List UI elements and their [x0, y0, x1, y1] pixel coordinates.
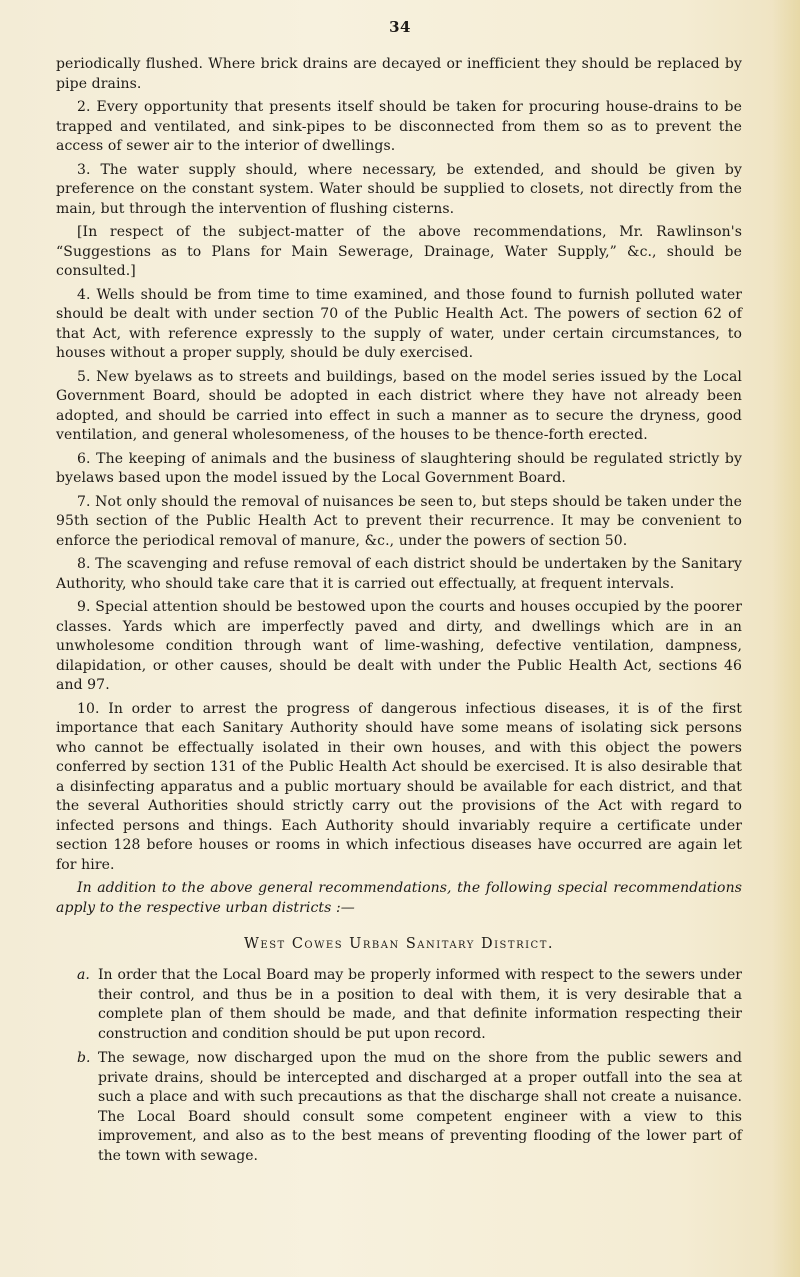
paragraph-continuation: periodically flushed. Where brick drains are decayed or inefficient they should be replaced by pipe drains.	[56, 56, 742, 92]
paragraph-8: 8. The scavenging and refuse removal of each district should be undertaken by the Sanitary Authority, who should take care that it is carried out effectually, at frequent intervals.	[56, 556, 742, 592]
district-item-a	[77, 966, 742, 1044]
paragraph-rawlinson-note: [In respect of the subject-matter of the above recommendations, Mr. Rawlinson's “Suggestions as to Plans for Main Sewerage, Drainage, Water Supply,” &c., should be consulted.]	[56, 224, 742, 279]
paragraph-4: 4. Wells should be from time to time examined, and those found to furnish polluted water should be dealt with under section 70 of the Public Health Act. The powers of section 62 of that Act, with reference expressly to the supply of water, under certain circumstances, to houses without a proper supply, should be duly exercised.	[56, 286, 742, 361]
district-item-b	[77, 1049, 742, 1166]
paragraph-2: 2. Every opportunity that presents itself should be taken for procuring house-drains to be trapped and ventilated, and sink-pipes to be disconnected from them so as to prevent the access of sewer air to the interior of dwellings.	[56, 99, 742, 154]
item-text: The sewage, now discharged upon the mud on the shore from the public sewers and private drains, should be intercepted and discharged at a proper outfall into the sea at such a place and with such precautions as that the discharge shall not create a nuisance. The Local Board should consult some competent engineer with a view to this improvement, and also as to the best means of preventing flooding of the lower part of the town with sewage.	[98, 1050, 742, 1164]
page-number: 34	[389, 18, 411, 36]
paragraph-3: 3. The water supply should, where necessary, be extended, and should be given by preference on the constant system. Water should be supplied to closets, not directly from the main, but through the intervention of flushing cisterns.	[56, 161, 742, 217]
page-edge-shading	[772, 0, 800, 1277]
special-recommendations-intro: In addition to the above general recommendations, the following special recommendations apply to the respective urban districts :—	[56, 880, 742, 916]
paragraph-10: 10. In order to arrest the progress of dangerous infectious diseases, it is of the first importance that each Sanitary Authority should have some means of isolating sick persons who cannot be effectually isolated in their own houses, and with this object the powers conferred by section 131 of the Public Health Act should be exercised. It is also desirable that a disinfecting apparatus and a public mortuary should be available for each district, and that the several Authorities should strictly carry out the provisions of the Act with regard to infected persons and things. Each Authority should invariably require a certificate under section 128 before houses or rooms in which infectious diseases have occurred are again let for hire.	[56, 700, 742, 873]
paragraph-9: 9. Special attention should be bestowed upon the courts and houses occupied by the poorer classes. Yards which are imperfectly paved and dirty, and dwellings which are in an unwholesome condition through want of lime-washing, defective ventilation, dampness, dilapidation, or other causes, should be dealt with under the Public Health Act, sections 46 and 97.	[56, 599, 742, 693]
paragraph-7: 7. Not only should the removal of nuisances be seen to, but steps should be taken under the 95th section of the Public Health Act to prevent their recurrence. It may be convenient to enforce the periodical removal of manure, &c., under the powers of section 50.	[56, 493, 742, 549]
paragraph-6: 6. The keeping of animals and the business of slaughtering should be regulated strictly by byelaws based upon the model issued by the Local Government Board.	[56, 450, 742, 486]
paragraph-5: 5. New byelaws as to streets and buildings, based on the model series issued by the Local Government Board, should be adopted in each district where they have not already been adopted, and should be carried into effect in such a manner as to secure the dryness, good ventilation, and general wholesomeness, of the houses to be thence-forth erected.	[56, 368, 742, 443]
body-text	[56, 55, 742, 1171]
item-label: a.	[77, 967, 90, 983]
item-text: In order that the Local Board may be properly informed with respect to the sewers under their control, and thus be in a position to deal with them, it is very desirable that a complete plan of them should be made, and that definite information respecting their construction and condition should be put upon record.	[98, 967, 742, 1042]
district-heading: West Cowes Urban Sanitary District.	[244, 936, 554, 952]
item-label: b.	[77, 1050, 91, 1066]
